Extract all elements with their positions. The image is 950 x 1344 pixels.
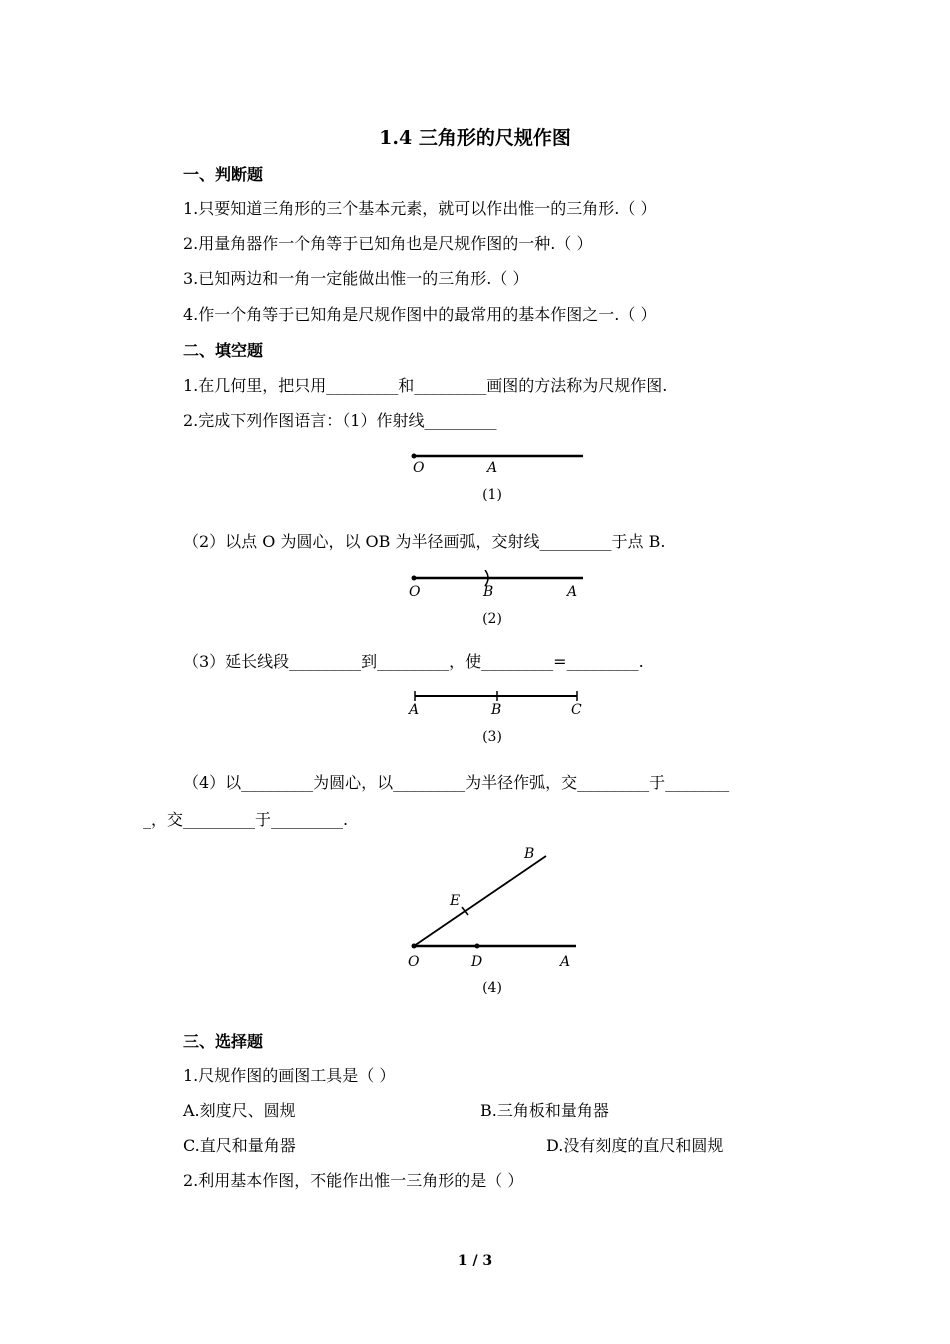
choice-q1-option-a: A.刻度尺、圆规 [183, 1101, 296, 1120]
figure-2-caption: (2) [482, 611, 502, 627]
arc-mark-e [462, 907, 468, 915]
figure-2 [405, 570, 595, 602]
label-a: A [487, 460, 498, 476]
point-o [412, 454, 417, 459]
label-e: E [450, 893, 461, 909]
judge-q4: 4.作一个角等于已知角是尺规作图中的最常用的基本作图之一.（ ） [183, 305, 657, 324]
point-o [412, 944, 417, 949]
label-c: C [571, 702, 582, 718]
fill-q2-step4-line2: _，交_________于_________. [143, 810, 349, 829]
page-number: 1 / 3 [457, 1253, 493, 1269]
choice-q1-option-d: D.没有刻度的直尺和圆规 [546, 1136, 724, 1155]
fill-q2: 2.完成下列作图语言：（1）作射线_________ [183, 411, 497, 430]
choice-q2: 2.利用基本作图，不能作出惟一三角形的是（ ） [183, 1171, 524, 1190]
judge-q2: 2.用量角器作一个角等于已知角也是尺规作图的一种.（ ） [183, 234, 593, 253]
judge-q3: 3.已知两边和一角一定能做出惟一的三角形.（ ） [183, 269, 529, 288]
fill-q2-step3: （3）延长线段_________到_________，使_________=_________. [183, 652, 644, 671]
figure-4 [400, 840, 595, 972]
label-o: O [408, 954, 420, 970]
fill-q2-step4-line1: （4）以_________为圆心，以_________为半径作弧，交_________于________ [183, 773, 730, 792]
label-a: A [567, 584, 578, 600]
choice-q1: 1.尺规作图的画图工具是（ ） [183, 1066, 396, 1085]
figure-1-caption: (1) [482, 487, 502, 503]
label-d: D [471, 954, 483, 970]
label-a: A [409, 702, 420, 718]
judge-q1: 1.只要知道三角形的三个基本元素，就可以作出惟一的三角形.（ ） [183, 199, 657, 218]
label-b: B [483, 584, 494, 600]
page-title: 1.4 三角形的尺规作图 [379, 127, 571, 149]
section2-heading: 二、填空题 [183, 341, 264, 360]
figure-3-caption: (3) [482, 729, 502, 745]
fill-q1: 1.在几何里，把只用_________和_________画图的方法称为尺规作图. [183, 376, 668, 395]
point-d [475, 944, 480, 949]
ray-ob [414, 856, 546, 946]
point-o [412, 576, 417, 581]
choice-q1-option-b: B.三角板和量角器 [480, 1101, 609, 1120]
section3-heading: 三、选择题 [183, 1032, 264, 1051]
label-o: O [409, 584, 421, 600]
fill-q2-step2: （2）以点 O 为圆心，以 OB 为半径画弧，交射线_________于点 B. [183, 532, 666, 551]
section1-heading: 一、判断题 [183, 165, 264, 184]
choice-q1-option-c: C.直尺和量角器 [183, 1136, 296, 1155]
label-o: O [413, 460, 425, 476]
label-a: A [560, 954, 571, 970]
figure-4-caption: (4) [482, 980, 502, 996]
figure-1 [405, 448, 595, 478]
figure-3 [405, 688, 595, 720]
label-b: B [491, 702, 502, 718]
label-b: B [524, 846, 535, 862]
